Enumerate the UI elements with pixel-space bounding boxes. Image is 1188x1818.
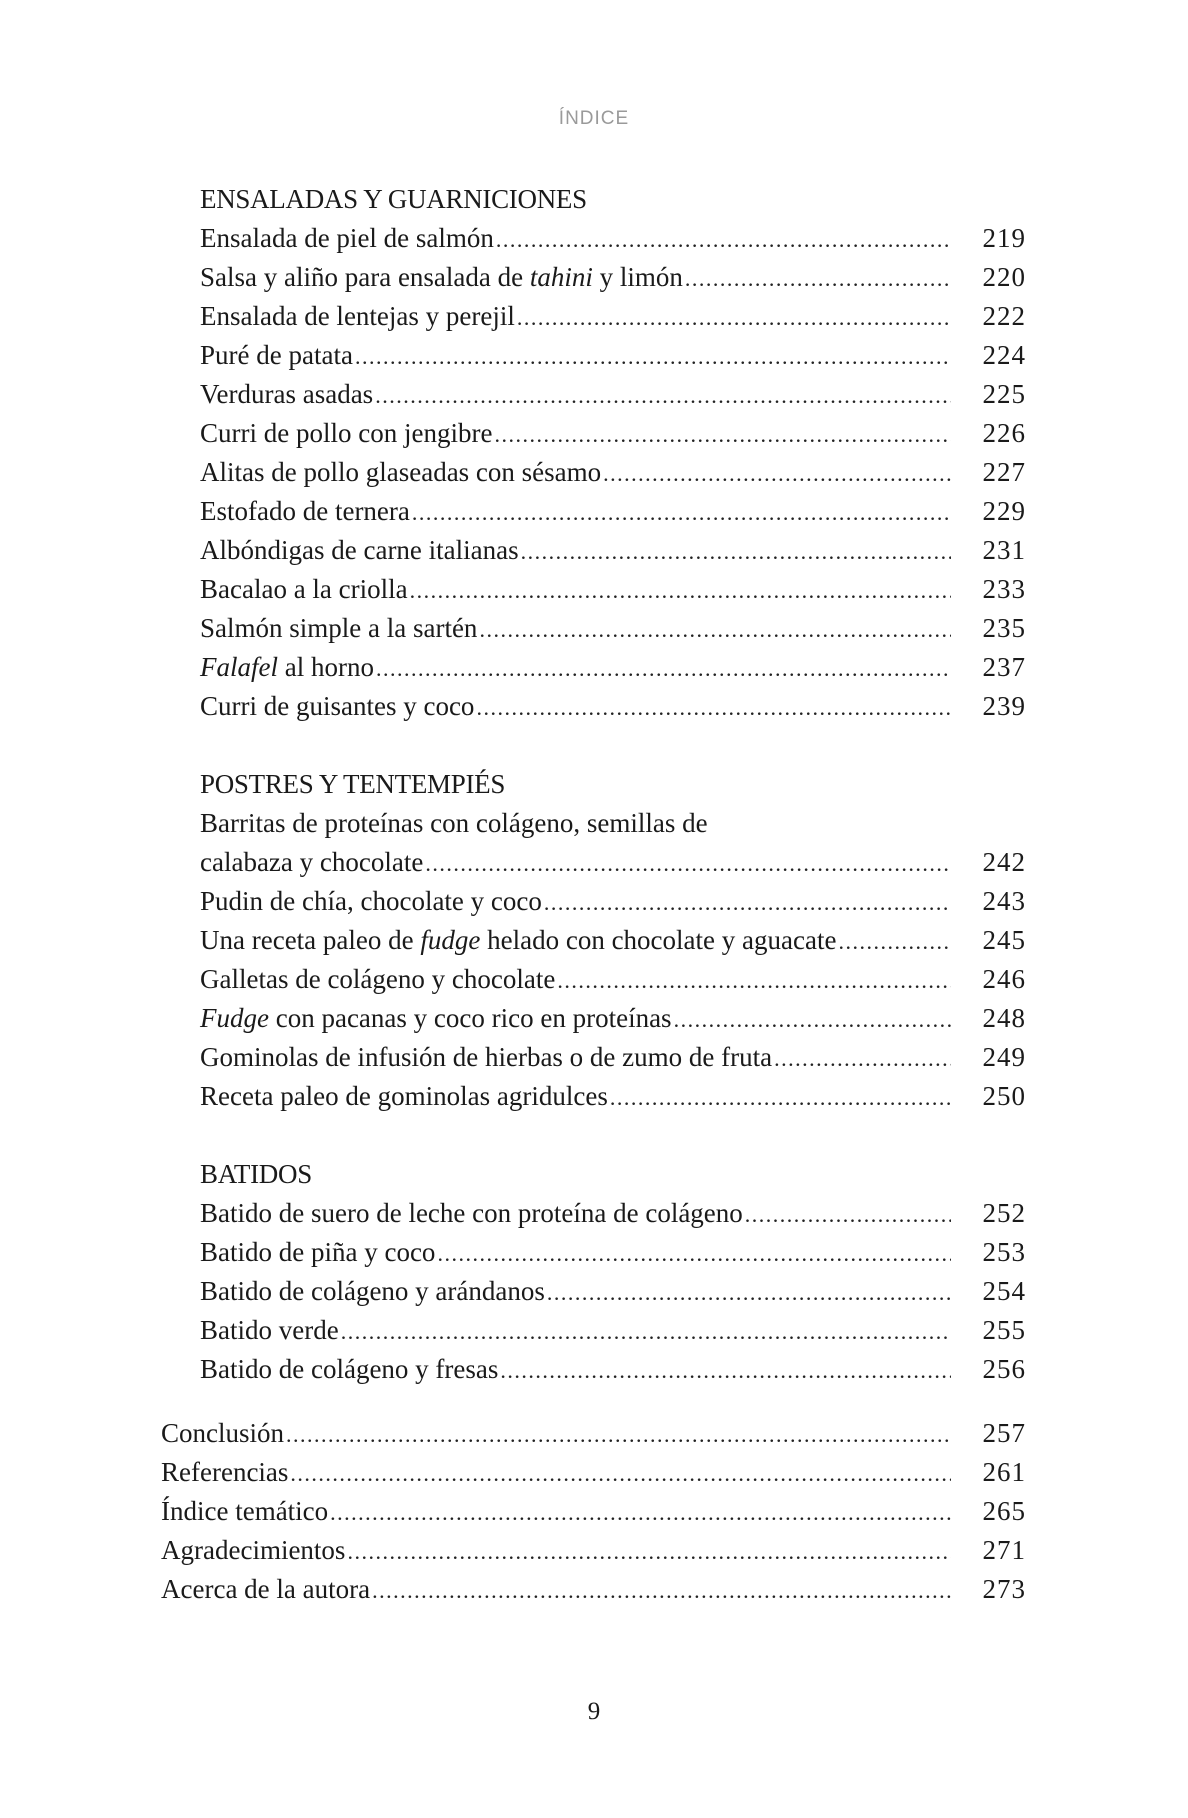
section-heading: ENSALADAS Y GUARNICIONES xyxy=(200,184,587,214)
entry-title xyxy=(200,648,376,687)
entry-title xyxy=(200,375,375,414)
entry-page: 224 xyxy=(982,340,1026,370)
toc-entry[interactable] xyxy=(200,999,1026,1038)
entry-title-text: Alitas de pollo glaseadas con sésamo xyxy=(200,457,602,487)
entry-title-text: Batido de colágeno y fresas xyxy=(200,1354,499,1384)
entry-title: Agradecimientos xyxy=(161,1535,346,1565)
dot-leader xyxy=(375,376,951,415)
section-heading: POSTRES Y TENTEMPIÉS xyxy=(200,769,506,799)
entry-page: 243 xyxy=(982,886,1026,916)
entry-title-text: Puré de patata xyxy=(200,340,353,370)
entry-title-text: helado con chocolate y aguacate xyxy=(480,925,837,955)
toc-entry[interactable] xyxy=(200,843,1026,882)
entry-title xyxy=(200,1038,774,1077)
toc-entry[interactable] xyxy=(200,414,1026,453)
dot-leader xyxy=(286,1415,951,1454)
dot-leader xyxy=(476,688,951,727)
section-batidos xyxy=(0,1155,1188,1389)
entry-title xyxy=(200,999,674,1038)
entry-title xyxy=(200,687,476,726)
entry-page: 219 xyxy=(982,223,1026,253)
dot-leader xyxy=(330,1493,951,1532)
entry-title xyxy=(200,609,479,648)
entry-page: 231 xyxy=(982,535,1026,565)
running-head: ÍNDICE xyxy=(558,108,630,129)
toc-entry[interactable] xyxy=(200,1350,1026,1389)
toc-entry[interactable] xyxy=(200,1233,1026,1272)
entry-title-text: Una receta paleo de xyxy=(200,925,421,955)
entry-title-text: Albóndigas de carne italianas xyxy=(200,535,519,565)
entry-page: 249 xyxy=(982,1042,1026,1072)
entry-title xyxy=(200,1350,500,1389)
entry-page: 239 xyxy=(982,691,1026,721)
entry-list xyxy=(0,219,1188,726)
entry-title xyxy=(200,570,410,609)
dot-leader xyxy=(685,259,951,298)
main-entry-list xyxy=(0,1414,1188,1609)
toc-entry[interactable] xyxy=(200,882,1026,921)
entry-title xyxy=(200,921,838,960)
toc-entry[interactable] xyxy=(200,1077,1026,1116)
dot-leader xyxy=(557,961,951,1000)
toc-entry[interactable] xyxy=(200,258,1026,297)
entry-title-text: y limón xyxy=(592,262,683,292)
entry-page: 273 xyxy=(982,1574,1026,1604)
toc-entry[interactable] xyxy=(200,1038,1026,1077)
entry-title-text: Pudin de chía, chocolate y coco xyxy=(200,886,542,916)
entry-page: 245 xyxy=(982,925,1026,955)
entry-list xyxy=(0,804,1188,1116)
entry-title-text: Curri de pollo con jengibre xyxy=(200,418,493,448)
entry-title-text: Salsa y aliño para ensalada de xyxy=(200,262,530,292)
dot-leader xyxy=(500,1351,951,1390)
toc-entry[interactable] xyxy=(200,297,1026,336)
toc-entry[interactable] xyxy=(200,1311,1026,1350)
entry-title xyxy=(200,492,412,531)
dot-leader xyxy=(290,1454,951,1493)
entry-title-text: Ensalada de piel de salmón xyxy=(200,223,494,253)
dot-leader xyxy=(774,1039,951,1078)
toc-main-entry[interactable] xyxy=(161,1453,1026,1492)
entry-title-text: Batido de suero de leche con proteína de colágeno xyxy=(200,1198,743,1228)
dot-leader xyxy=(341,1312,951,1351)
entry-title-italic: fudge xyxy=(420,925,481,955)
entry-title-italic: Fudge xyxy=(200,1003,269,1033)
entry-title-text: Receta paleo de gominolas agridulces xyxy=(200,1081,608,1111)
entry-page: 250 xyxy=(982,1081,1026,1111)
entry-title-italic: tahini xyxy=(529,262,593,292)
page-number: 9 xyxy=(587,1698,601,1725)
toc-entry[interactable] xyxy=(200,687,1026,726)
entry-title: calabaza y chocolate xyxy=(200,847,424,877)
entry-title xyxy=(200,336,355,375)
entry-page: 227 xyxy=(982,457,1026,487)
entry-title xyxy=(200,258,685,297)
section-postres xyxy=(0,765,1188,1116)
entry-page: 229 xyxy=(982,496,1026,526)
entry-page: 222 xyxy=(982,301,1026,331)
dot-leader xyxy=(517,298,951,337)
entry-title: Conclusión xyxy=(161,1418,285,1448)
dot-leader xyxy=(425,844,951,883)
entry-page: 257 xyxy=(982,1418,1026,1448)
dot-leader xyxy=(496,220,951,259)
entry-page: 233 xyxy=(982,574,1026,604)
dot-leader xyxy=(376,649,951,688)
toc-entry[interactable] xyxy=(200,453,1026,492)
entry-title: Acerca de la autora xyxy=(161,1574,371,1604)
toc-main-entry[interactable] xyxy=(161,1414,1026,1453)
entry-page: 246 xyxy=(982,964,1026,994)
toc-entry[interactable] xyxy=(200,492,1026,531)
entry-title-text: Galletas de colágeno y chocolate xyxy=(200,964,556,994)
toc-entry[interactable] xyxy=(200,219,1026,258)
toc-main-entry[interactable] xyxy=(161,1531,1026,1570)
entry-title: Barritas de proteínas con colágeno, semillas de xyxy=(200,808,708,838)
entry-title xyxy=(200,1194,745,1233)
toc-entry[interactable] xyxy=(200,375,1026,414)
entry-title-text: Salmón simple a la sartén xyxy=(200,613,478,643)
toc-entry[interactable] xyxy=(200,921,1026,960)
entry-page: 226 xyxy=(982,418,1026,448)
dot-leader xyxy=(479,610,951,649)
entry-page: 253 xyxy=(982,1237,1026,1267)
toc-entry-line[interactable] xyxy=(200,804,1026,843)
entry-title xyxy=(200,297,517,336)
entry-title-text: Ensalada de lentejas y perejil xyxy=(200,301,515,331)
entry-title-text: Estofado de ternera xyxy=(200,496,410,526)
entry-page: 256 xyxy=(982,1354,1026,1384)
entry-page: 265 xyxy=(982,1496,1026,1526)
entry-title-text: Batido de colágeno y arándanos xyxy=(200,1276,545,1306)
entry-title-text: Curri de guisantes y coco xyxy=(200,691,475,721)
toc-entry[interactable] xyxy=(200,531,1026,570)
toc-main-entry[interactable] xyxy=(161,1492,1026,1531)
dot-leader xyxy=(603,454,951,493)
entry-page: 237 xyxy=(982,652,1026,682)
entry-page: 235 xyxy=(982,613,1026,643)
entry-title xyxy=(200,453,603,492)
entry-title-text: al horno xyxy=(277,652,374,682)
toc-entry[interactable] xyxy=(200,609,1026,648)
toc-entry[interactable] xyxy=(200,1194,1026,1233)
entry-title: Referencias xyxy=(161,1457,289,1487)
entry-title xyxy=(200,1272,547,1311)
toc-entry[interactable] xyxy=(200,960,1026,999)
entry-page: 242 xyxy=(982,847,1026,877)
toc-entry[interactable] xyxy=(200,1272,1026,1311)
entry-title-text: con pacanas y coco rico en proteínas xyxy=(268,1003,672,1033)
entry-list xyxy=(0,1194,1188,1389)
entry-title-text: Batido verde xyxy=(200,1315,339,1345)
dot-leader xyxy=(412,493,951,532)
table-of-contents xyxy=(0,180,1188,1609)
entry-page: 220 xyxy=(982,262,1026,292)
dot-leader xyxy=(547,1273,951,1312)
section-ensaladas xyxy=(0,180,1188,726)
section-heading: BATIDOS xyxy=(200,1159,312,1189)
entry-page: 271 xyxy=(982,1535,1026,1565)
dot-leader xyxy=(347,1532,951,1571)
entry-title-text: Gominolas de infusión de hierbas o de zumo de fruta xyxy=(200,1042,773,1072)
entry-page: 261 xyxy=(982,1457,1026,1487)
dot-leader xyxy=(437,1234,951,1273)
entry-title xyxy=(200,1077,610,1116)
entry-page: 254 xyxy=(982,1276,1026,1306)
entry-title: Índice temático xyxy=(161,1496,329,1526)
toc-entry[interactable] xyxy=(200,570,1026,609)
dot-leader xyxy=(610,1078,951,1117)
entry-title xyxy=(200,1233,437,1272)
entry-title-italic: Falafel xyxy=(200,652,278,682)
entry-title xyxy=(200,960,557,999)
dot-leader xyxy=(372,1571,951,1610)
dot-leader xyxy=(355,337,951,376)
entry-title-text: Batido de piña y coco xyxy=(200,1237,436,1267)
dot-leader xyxy=(674,1000,951,1039)
entry-title xyxy=(200,1311,341,1350)
dot-leader xyxy=(410,571,951,610)
dot-leader xyxy=(521,532,951,571)
dot-leader xyxy=(745,1195,951,1234)
entry-page: 225 xyxy=(982,379,1026,409)
toc-entry[interactable] xyxy=(200,336,1026,375)
toc-entry[interactable] xyxy=(200,648,1026,687)
entry-title-text: Bacalao a la criolla xyxy=(200,574,408,604)
entry-page: 255 xyxy=(982,1315,1026,1345)
entry-page: 252 xyxy=(982,1198,1026,1228)
entry-title xyxy=(200,219,496,258)
dot-leader xyxy=(544,883,951,922)
entry-page: 248 xyxy=(982,1003,1026,1033)
entry-title xyxy=(200,531,521,570)
entry-title-text: Verduras asadas xyxy=(200,379,374,409)
toc-main-entry[interactable] xyxy=(161,1570,1026,1609)
dot-leader xyxy=(838,922,951,961)
entry-title xyxy=(200,882,544,921)
entry-title xyxy=(200,414,494,453)
dot-leader xyxy=(494,415,951,454)
